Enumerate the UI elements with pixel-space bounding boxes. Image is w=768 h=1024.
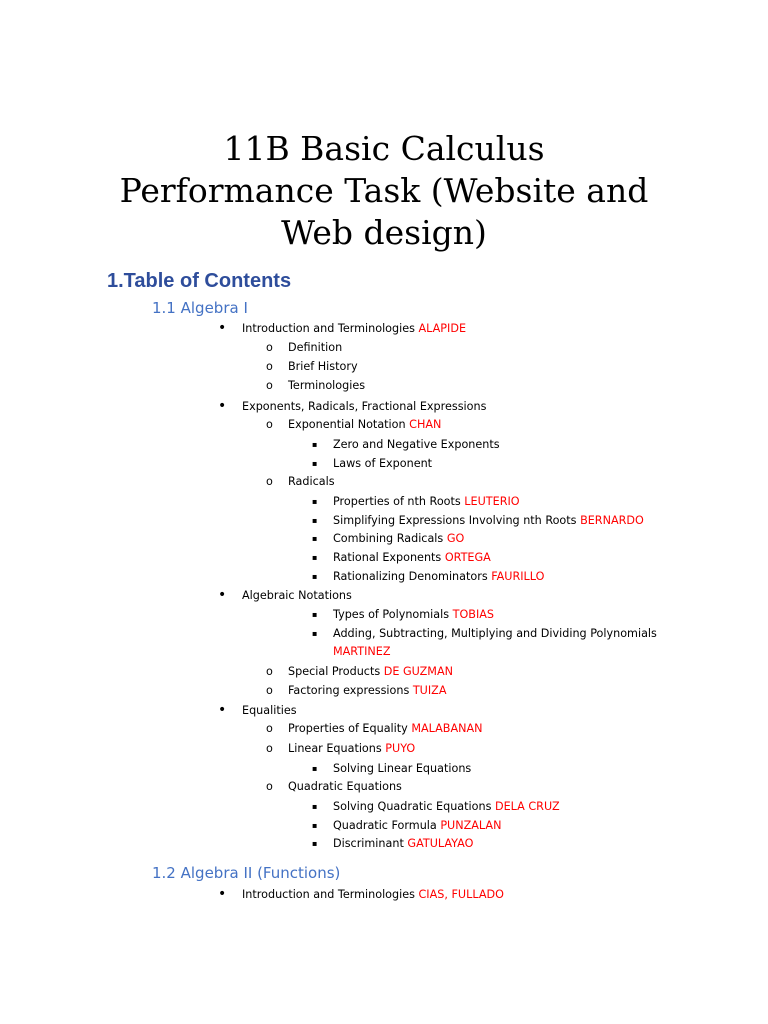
item-text: Algebraic Notations (242, 589, 352, 602)
assignee-name: FAURILLO (491, 570, 545, 583)
assignee-name: MARTINEZ (333, 645, 391, 658)
bullet-circle-icon: o (266, 379, 273, 392)
bullet-square-icon: ▪ (312, 572, 318, 581)
item-text: Quadratic Equations (288, 780, 402, 793)
item-text: Equalities (242, 704, 297, 717)
bullet-disc-icon: • (218, 587, 227, 603)
bullet-disc-icon: • (218, 320, 227, 336)
item-text: Rational Exponents (333, 551, 445, 564)
assignee-name: ALAPIDE (418, 322, 467, 335)
bullet-circle-icon: o (266, 742, 273, 755)
title-line-2: Performance Task (Website and (119, 171, 649, 210)
item-text: Laws of Exponent (333, 457, 433, 470)
assignee-name: GATULAYAO (407, 837, 474, 850)
bullet-circle-icon: o (266, 665, 273, 678)
bullet-circle-icon: o (266, 722, 273, 735)
assignee-name: TOBIAS (452, 608, 495, 621)
assignee-name: DE GUZMAN (383, 665, 453, 678)
item-text: Brief History (288, 360, 358, 373)
assignee-name: ORTEGA (444, 551, 491, 564)
bullet-square-icon: ▪ (312, 497, 318, 506)
bullet-circle-icon: o (266, 418, 273, 431)
item-text: Introduction and Terminologies (242, 888, 419, 901)
item-text: Discriminant (333, 837, 408, 850)
bullet-circle-icon: o (266, 684, 273, 697)
item-text: Zero and Negative Exponents (333, 438, 500, 451)
item-text: Definition (288, 341, 343, 354)
bullet-square-icon: ▪ (312, 821, 318, 830)
bullet-square-icon: ▪ (312, 459, 318, 468)
item-text: Quadratic Formula (333, 819, 441, 832)
section-heading-algebra-2: 1.2 Algebra II (Functions) (152, 864, 341, 882)
item-text: Linear Equations (288, 742, 386, 755)
item-text: Properties of nth Roots (333, 495, 465, 508)
item-text: Types of Polynomials (333, 608, 453, 621)
bullet-square-icon: ▪ (312, 610, 318, 619)
item-text: Exponents, Radicals, Fractional Expressions (242, 400, 487, 413)
bullet-circle-icon: o (266, 780, 273, 793)
toc-heading: 1.Table of Contents (107, 270, 292, 292)
assignee-name: MALABANAN (411, 722, 483, 735)
item-text: Adding, Subtracting, Multiplying and Dividing Polynomials (333, 627, 657, 640)
item-text: Terminologies (288, 379, 366, 392)
bullet-square-icon: ▪ (312, 764, 318, 773)
item-text: Simplifying Expressions Involving nth Roots (333, 514, 581, 527)
assignee-name: DELA CRUZ (494, 800, 560, 813)
bullet-square-icon: ▪ (312, 534, 318, 543)
bullet-square-icon: ▪ (312, 440, 318, 449)
title-line-3: Web design) (281, 213, 487, 252)
item-text: Introduction and Terminologies (242, 322, 419, 335)
bullet-square-icon: ▪ (312, 516, 318, 525)
item-text: Properties of Equality (288, 722, 412, 735)
assignee-name: PUNZALAN (440, 819, 502, 832)
assignee-name: PUYO (385, 742, 416, 755)
item-text: Exponential Notation (288, 418, 410, 431)
bullet-disc-icon: • (218, 398, 227, 414)
section-heading-algebra-1: 1.1 Algebra I (152, 299, 248, 317)
document-title (0, 128, 768, 254)
bullet-disc-icon: • (218, 702, 227, 718)
assignee-name: BERNARDO (580, 514, 644, 527)
item-text: Solving Quadratic Equations (333, 800, 495, 813)
item-text: Solving Linear Equations (333, 762, 472, 775)
title-line-1: 11B Basic Calculus (223, 129, 545, 168)
item-text: Rationalizing Denominators (333, 570, 492, 583)
item-text: Special Products (288, 665, 384, 678)
assignee-name: GO (446, 532, 465, 545)
bullet-circle-icon: o (266, 341, 273, 354)
item-text: Factoring expressions (288, 684, 413, 697)
bullet-square-icon: ▪ (312, 553, 318, 562)
bullet-square-icon: ▪ (312, 629, 318, 638)
assignee-name: LEUTERIO (464, 495, 520, 508)
assignee-name: CIAS, FULLADO (418, 888, 504, 901)
item-text: Radicals (288, 475, 335, 488)
bullet-disc-icon: • (218, 886, 227, 902)
assignee-name: TUIZA (412, 684, 447, 697)
bullet-circle-icon: o (266, 360, 273, 373)
bullet-square-icon: ▪ (312, 839, 318, 848)
assignee-name: CHAN (409, 418, 442, 431)
item-text: Combining Radicals (333, 532, 447, 545)
bullet-square-icon: ▪ (312, 802, 318, 811)
bullet-circle-icon: o (266, 475, 273, 488)
